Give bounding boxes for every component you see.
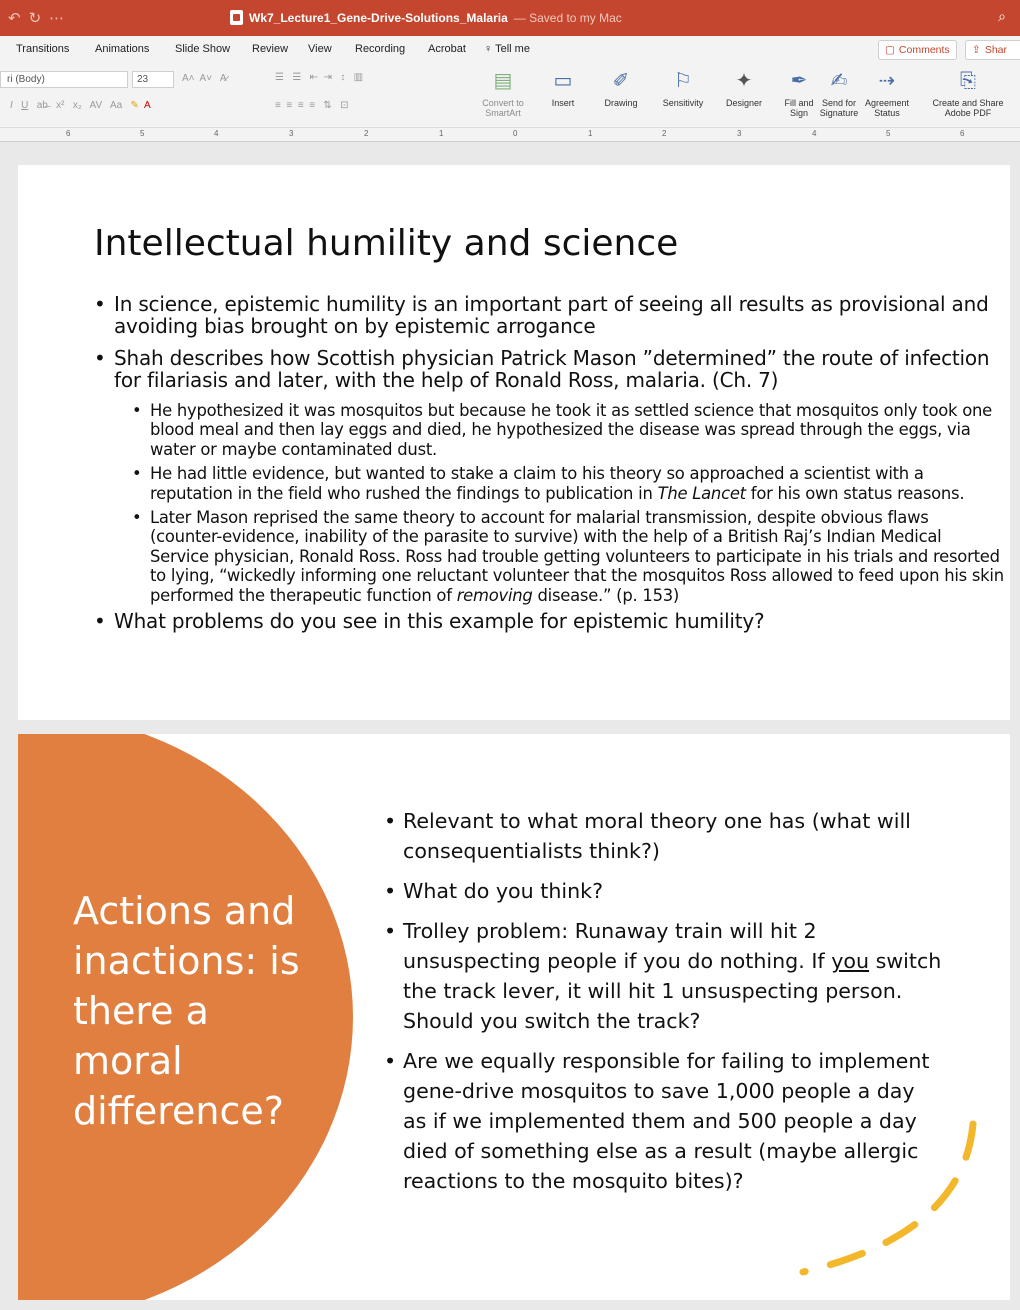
font-size-controls [182,73,227,84]
format-controls [10,100,151,111]
designer-button[interactable] [721,68,767,108]
text-direction-icon[interactable]: ⇅ [323,100,332,111]
text-run: Later Mason reprised the same theory to account for malarial transmission, despite obvious flaws (counter-evidence, inability of the parasite to survive) with the help of a British Raj’s Indian Medical Service physician, Ronald Ross. Ross had trouble getting volunteers to participate in his trials and resorted to lying, “wickedly informing one reluctant volunteer that the mosquitos Ross allowed to feed upon his skin performed the therapeutic function of [150,508,1004,605]
comments-button[interactable] [878,40,957,60]
send-label-2: Signature [819,108,859,118]
drawing-label: Drawing [604,98,638,108]
underlined-text: you [831,949,870,973]
align-center-icon[interactable]: ≡ [286,100,293,111]
numbering-icon[interactable]: ☰ [292,72,302,83]
tab-slide-show[interactable]: Slide Show [175,43,231,55]
font-size-dropdown[interactable]: 23 [132,71,174,88]
tab-view[interactable]: View [308,43,332,55]
text-box-icon: ▭ [553,70,573,92]
signature-icon: ✍ [830,70,848,92]
ruler-number: 2 [662,129,667,138]
convert-label-1: Convert to [482,98,524,108]
ruler-number: 2 [364,129,369,138]
ruler-number: 3 [737,129,742,138]
text-run: disease.” (p. 153) [532,585,680,605]
agreement-status-button[interactable] [862,68,912,118]
insert-button[interactable] [540,68,586,108]
comment-icon: ▢ [885,44,895,56]
ruler-number: 4 [214,129,219,138]
undo-icon[interactable]: ↶ [8,10,21,27]
slide-1-title[interactable]: Intellectual humility and science [94,223,679,264]
bullet: • What problems do you see in this example for epistemic humility? [94,610,1004,632]
bullet: • What do you think? [384,876,944,906]
search-icon[interactable]: ⌕ [998,8,1006,24]
designer-icon: ✦ [735,70,753,92]
document-title-area [230,10,622,25]
text-run: for his own status reasons. [745,483,965,503]
sub-bullet: • He hypothesized it was mosquitos but because he took it as settled science that mosquitos only took one blood meal and then lay eggs and died, he hypothesized the disease was spread through the eggs, via water or maybe contaminated dust. [132,401,1004,459]
justify-icon[interactable]: ≡ [309,100,316,111]
ruler-number: 1 [588,129,593,138]
align-text-icon[interactable]: ⊡ [340,100,349,111]
sub-bullet [132,508,1004,605]
agreement-label-1: Agreement [864,98,910,108]
lightbulb-icon: ♀ [484,43,493,55]
dashed-curve-decoration [778,1114,978,1284]
bullet [384,916,944,1036]
sensitivity-button[interactable] [656,68,710,108]
title-bar [0,0,1020,36]
tell-me-label: Tell me [495,43,530,55]
fill-sign-label-2: Sign [789,108,808,118]
tell-me-search[interactable] [484,43,530,55]
bullets-icon[interactable]: ☰ [275,72,284,83]
tab-acrobat[interactable]: Acrobat [428,43,466,55]
font-color-icon[interactable]: A [143,100,151,111]
send-for-signature-button[interactable] [819,68,859,118]
italic-text: removing [456,585,533,605]
quick-access-toolbar [8,9,64,27]
create-pdf-label-1: Create and Share [932,98,1004,108]
ruler-number: 1 [439,129,444,138]
decrease-indent-icon[interactable]: ⇤ [309,72,319,83]
increase-indent-icon[interactable]: ⇥ [323,72,332,83]
send-label-1: Send for [821,98,857,108]
tab-animations[interactable]: Animations [95,43,150,55]
bullet: • Shah describes how Scottish physician Patrick Mason ”determined” the route of infection for filariasis and later, with the help of Ronald Ross, malaria. (Ch. 7) [94,347,1004,391]
text-run: switch the track lever, it will hit 1 unsuspecting person. Should you switch the track? [403,949,942,1033]
horizontal-ruler[interactable] [0,128,1020,142]
tab-transitions[interactable]: Transitions [16,43,70,55]
convert-label-2: SmartArt [485,108,521,118]
share-icon: ⇪ [972,44,981,56]
create-pdf-label-2: Adobe PDF [944,108,992,118]
text-run: Trolley problem: Runaway train will hit 2 unsuspecting people if you do nothing. If [403,919,832,973]
clear-format-icon[interactable]: A̷ [219,73,227,84]
ruler-number: 3 [289,129,294,138]
fill-and-sign-button[interactable] [779,68,819,118]
superscript-icon[interactable]: x² [56,100,65,111]
align-left-icon[interactable]: ≡ [275,100,281,111]
powerpoint-icon [230,10,243,25]
underline-icon[interactable]: U [21,100,29,111]
comments-label: Comments [898,44,950,56]
share-label: Shar [984,44,1007,56]
align-right-icon[interactable]: ≡ [297,100,304,111]
create-pdf-button[interactable] [928,68,1008,118]
italic-text: The Lancet [657,483,746,503]
ribbon-toolbar [0,64,1020,128]
slide-2-title[interactable]: Actions and inactions: is there a moral difference? [73,889,300,1133]
slide-1[interactable] [18,165,1010,720]
ruler-number: 6 [66,129,71,138]
font-name-dropdown[interactable]: ri (Body) [0,71,128,88]
document-title[interactable]: Wk7_Lecture1_Gene-Drive-Solutions_Malaria [249,10,508,25]
ruler-number: 0 [513,129,518,138]
line-spacing-icon[interactable]: ↕ [340,72,346,83]
bullet: • In science, epistemic humility is an important part of seeing all results as provisional and avoiding bias brought on by epistemic arrogance [94,293,1004,337]
bullet: • Are we equally responsible for failing to implement gene-drive mosquitos to save 1,000 people a day as if we implemented them and 500 people a day died of something else as a result (maybe allergic reactions to the mosquito bites)? [384,1046,944,1196]
tab-recording[interactable]: Recording [355,43,406,55]
convert-smartart-button[interactable] [478,68,528,118]
grow-font-icon[interactable]: A˄ [182,73,195,84]
italic-icon[interactable]: I [10,100,13,111]
fill-sign-label-1: Fill and [784,98,814,108]
highlight-icon[interactable]: ✎ [130,100,139,111]
ruler-number: 4 [812,129,817,138]
sub-bullet [132,464,1004,503]
slide-1-body[interactable] [94,293,1004,642]
agreement-label-2: Status [874,108,900,118]
pdf-icon: ⎘ [960,70,976,92]
insert-label: Insert [551,98,575,108]
save-status: — Saved to my Mac [513,10,622,25]
agreement-icon: ⇢ [878,70,896,92]
tab-review[interactable]: Review [252,43,289,55]
columns-icon[interactable]: ▥ [353,72,364,83]
drawing-button[interactable] [598,68,644,108]
bullet: • Relevant to what moral theory one has (what will consequentialists think?) [384,806,944,866]
title-bar-actions [998,8,1006,25]
drawing-icon: ✐ [612,70,630,92]
change-case-icon[interactable]: Aa [109,100,123,111]
paragraph-controls-top [275,72,363,83]
smartart-icon: ▤ [493,70,513,92]
sensitivity-label: Sensitivity [662,98,704,108]
ruler-number: 5 [886,129,891,138]
more-icon[interactable]: ⋯ [49,10,65,27]
designer-label: Designer [725,98,763,108]
strikethrough-icon[interactable]: ab̶ [36,100,48,111]
slide-2[interactable] [18,734,1010,1300]
share-button[interactable] [965,40,1020,60]
shrink-font-icon[interactable]: A˅ [199,73,213,84]
ruler-number: 5 [140,129,145,138]
sensitivity-icon: ⚐ [674,70,692,92]
spacing-icon[interactable]: AV [89,100,103,111]
paragraph-controls-bottom [275,100,349,111]
ruler-number: 6 [960,129,965,138]
text-run: He had little evidence, but wanted to stake a claim to his theory so approached a scientist with a reputation in the field who rushed the findings to publication in [150,464,924,503]
subscript-icon[interactable]: x₂ [72,100,82,111]
redo-icon[interactable]: ↻ [28,10,42,27]
ribbon-tabs [0,36,1020,64]
pen-icon: ✒ [790,70,808,92]
